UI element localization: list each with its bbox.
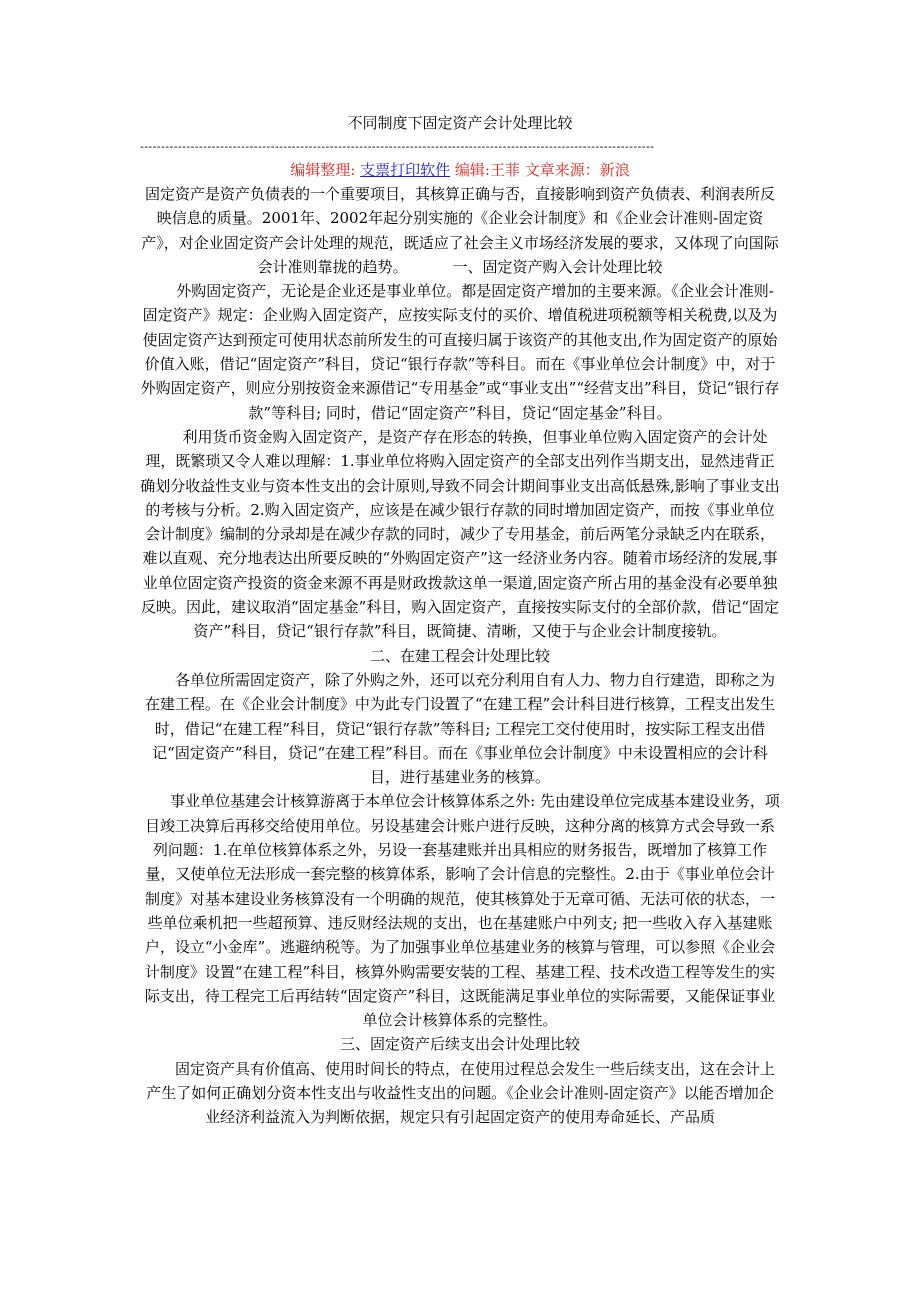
section2-paragraph-2: 事业单位基建会计核算游离于本单位会计核算体系之外: 先由建设单位完成基本建设业务，项目竣工决算后再移交给使用单位。另设基建会计账户进行反映，这种分离的核算方式会导致一系列问题：1.在单位核算体系之外，另设一套基建账并出具相应的财务报告，既增加了核算工作量，又使单位无法形成一套完整的核算体系，影响了会计信息的完整性。2.由于《事业单位会计制度》对基本建设业务核算没有一个明确的规范，使其核算处于无章可循、无法可依的状态，一些单位乘机把一些超预算、违反财经法规的支出，也在基建账户中列支; 把一些收入存入基建账户，设立“小金库”。逃避纳税等。为了加强事业单位基建业务的核算与管理，可以参照《企业会计制度》设置“在建工程”科目，核算外购需要安装的工程、基建工程、技术改造工程等发生的实际支出，待工程完工后再结转“固定资产”科目，这既能满足事业单位的实际需要，又能保证事业单位会计核算体系的完整性。 (144, 792, 780, 1030)
intro-text: 固定资产是资产负债表的一个重要项目，其核算正确与否，直接影响到资产负债表、利润表所反映信息的质量。2001年、2002年起分别实施的《企业会计制度》和《企业会计准则-固定资产》，对企业固定资产会计处理的规范，既适应了社会主义市场经济发展的要求，又体现了向国际会计准则靠拢的趋势。 (141, 185, 779, 276)
section1-heading: 一、固定资产购入会计处理比较 (452, 257, 663, 276)
section3-paragraph-1: 固定资产具有价值高、使用时间长的特点，在使用过程总会发生一些后续支出，这在会计上产生了如何正确划分资本性支出与收益性支出的问题。《企业会计准则-固定资产》以能否增加企业经济利益流入为判断依据，规定只有引起固定资产的使用寿命延长、产品质 (146, 1059, 775, 1127)
section1-paragraph-1: 外购固定资产，无论是企业还是事业单位。都是固定资产增加的主要来源。《企业会计准则-固定资产》规定：企业购入固定资产，应按实际支付的买价、增值税进项税额等相关税费,以及为使固定资产达到预定可使用状态前所发生的可直接归属于该资产的其他支出,作为固定资产的原始价值入账，借记“固定资产”科目，贷记“银行存款”等科目。而在《事业单位会计制度》中，对于外购固定资产，则应分别按资金来源借记“专用基金”或“事业支出”“经营支出”科目，贷记“银行存款”等科目; 同时，借记“固定资产”科目，贷记“固定基金”科目。 (140, 282, 780, 422)
document-title: 不同制度下固定资产会计处理比较 (347, 114, 573, 132)
intro-paragraph (140, 182, 780, 279)
credits-prefix: 编辑整理: (290, 161, 361, 179)
section2-heading: 二、在建工程会计处理比较 (369, 646, 550, 665)
title-divider: -------------------------------------------------------------------------------------------------------------------------- (140, 140, 655, 153)
article-body (140, 182, 780, 1130)
software-link[interactable]: 支票打印软件 (360, 161, 451, 179)
credits-suffix: 编辑:王菲 文章来源：新浪 (450, 161, 630, 179)
section3-heading: 三、固定资产后续支出会计处理比较 (339, 1035, 580, 1054)
credits-line (140, 158, 780, 182)
section2-paragraph-1: 各单位所需固定资产，除了外购之外，还可以充分利用自有人力、物力自行建造，即称之为在建工程。在《企业会计制度》中为此专门设置了“在建工程”会计科目进行核算，工程支出发生时，借记“在建工程”科目，贷记“银行存款”等科目; 工程完工交付使用时，按实际工程支出借记“固定资产”科目，贷记“在建工程”科目。而在《事业单位会计制度》中未设置相应的会计科目，进行基建业务的核算。 (144, 670, 776, 787)
section1-paragraph-2: 利用货币资金购入固定资产，是资产存在形态的转换，但事业单位购入固定资产的会计处理，既繁琐又令人难以理解：1.事业单位将购入固定资产的全部支出列作当期支出，显然违背正确划分收益性支业与资本性支出的会计原则,导致不同会计期间事业支出高低悬殊,影响了事业支出的考核与分析。2.购入固定资产，应该是在减少银行存款的同时增加固定资产，而按《事业单位会计制度》编制的分录却是在减少存款的同时，减少了专用基金，前后两笔分录缺乏内在联系，难以直观、充分地表达出所要反映的“外购固定资产”这一经济业务内容。随着市场经济的发展,事业单位固定资产投资的资金来源不再是财政拨款这单一渠道,固定资产所占用的基金没有必要单独反映。因此，建议取消“固定基金”科目，购入固定资产，直接按实际支付的全部价款，借记“固定资产”科目，贷记“银行存款”科目，既简捷、清晰，又使于与企业会计制度接轨。 (140, 427, 780, 641)
